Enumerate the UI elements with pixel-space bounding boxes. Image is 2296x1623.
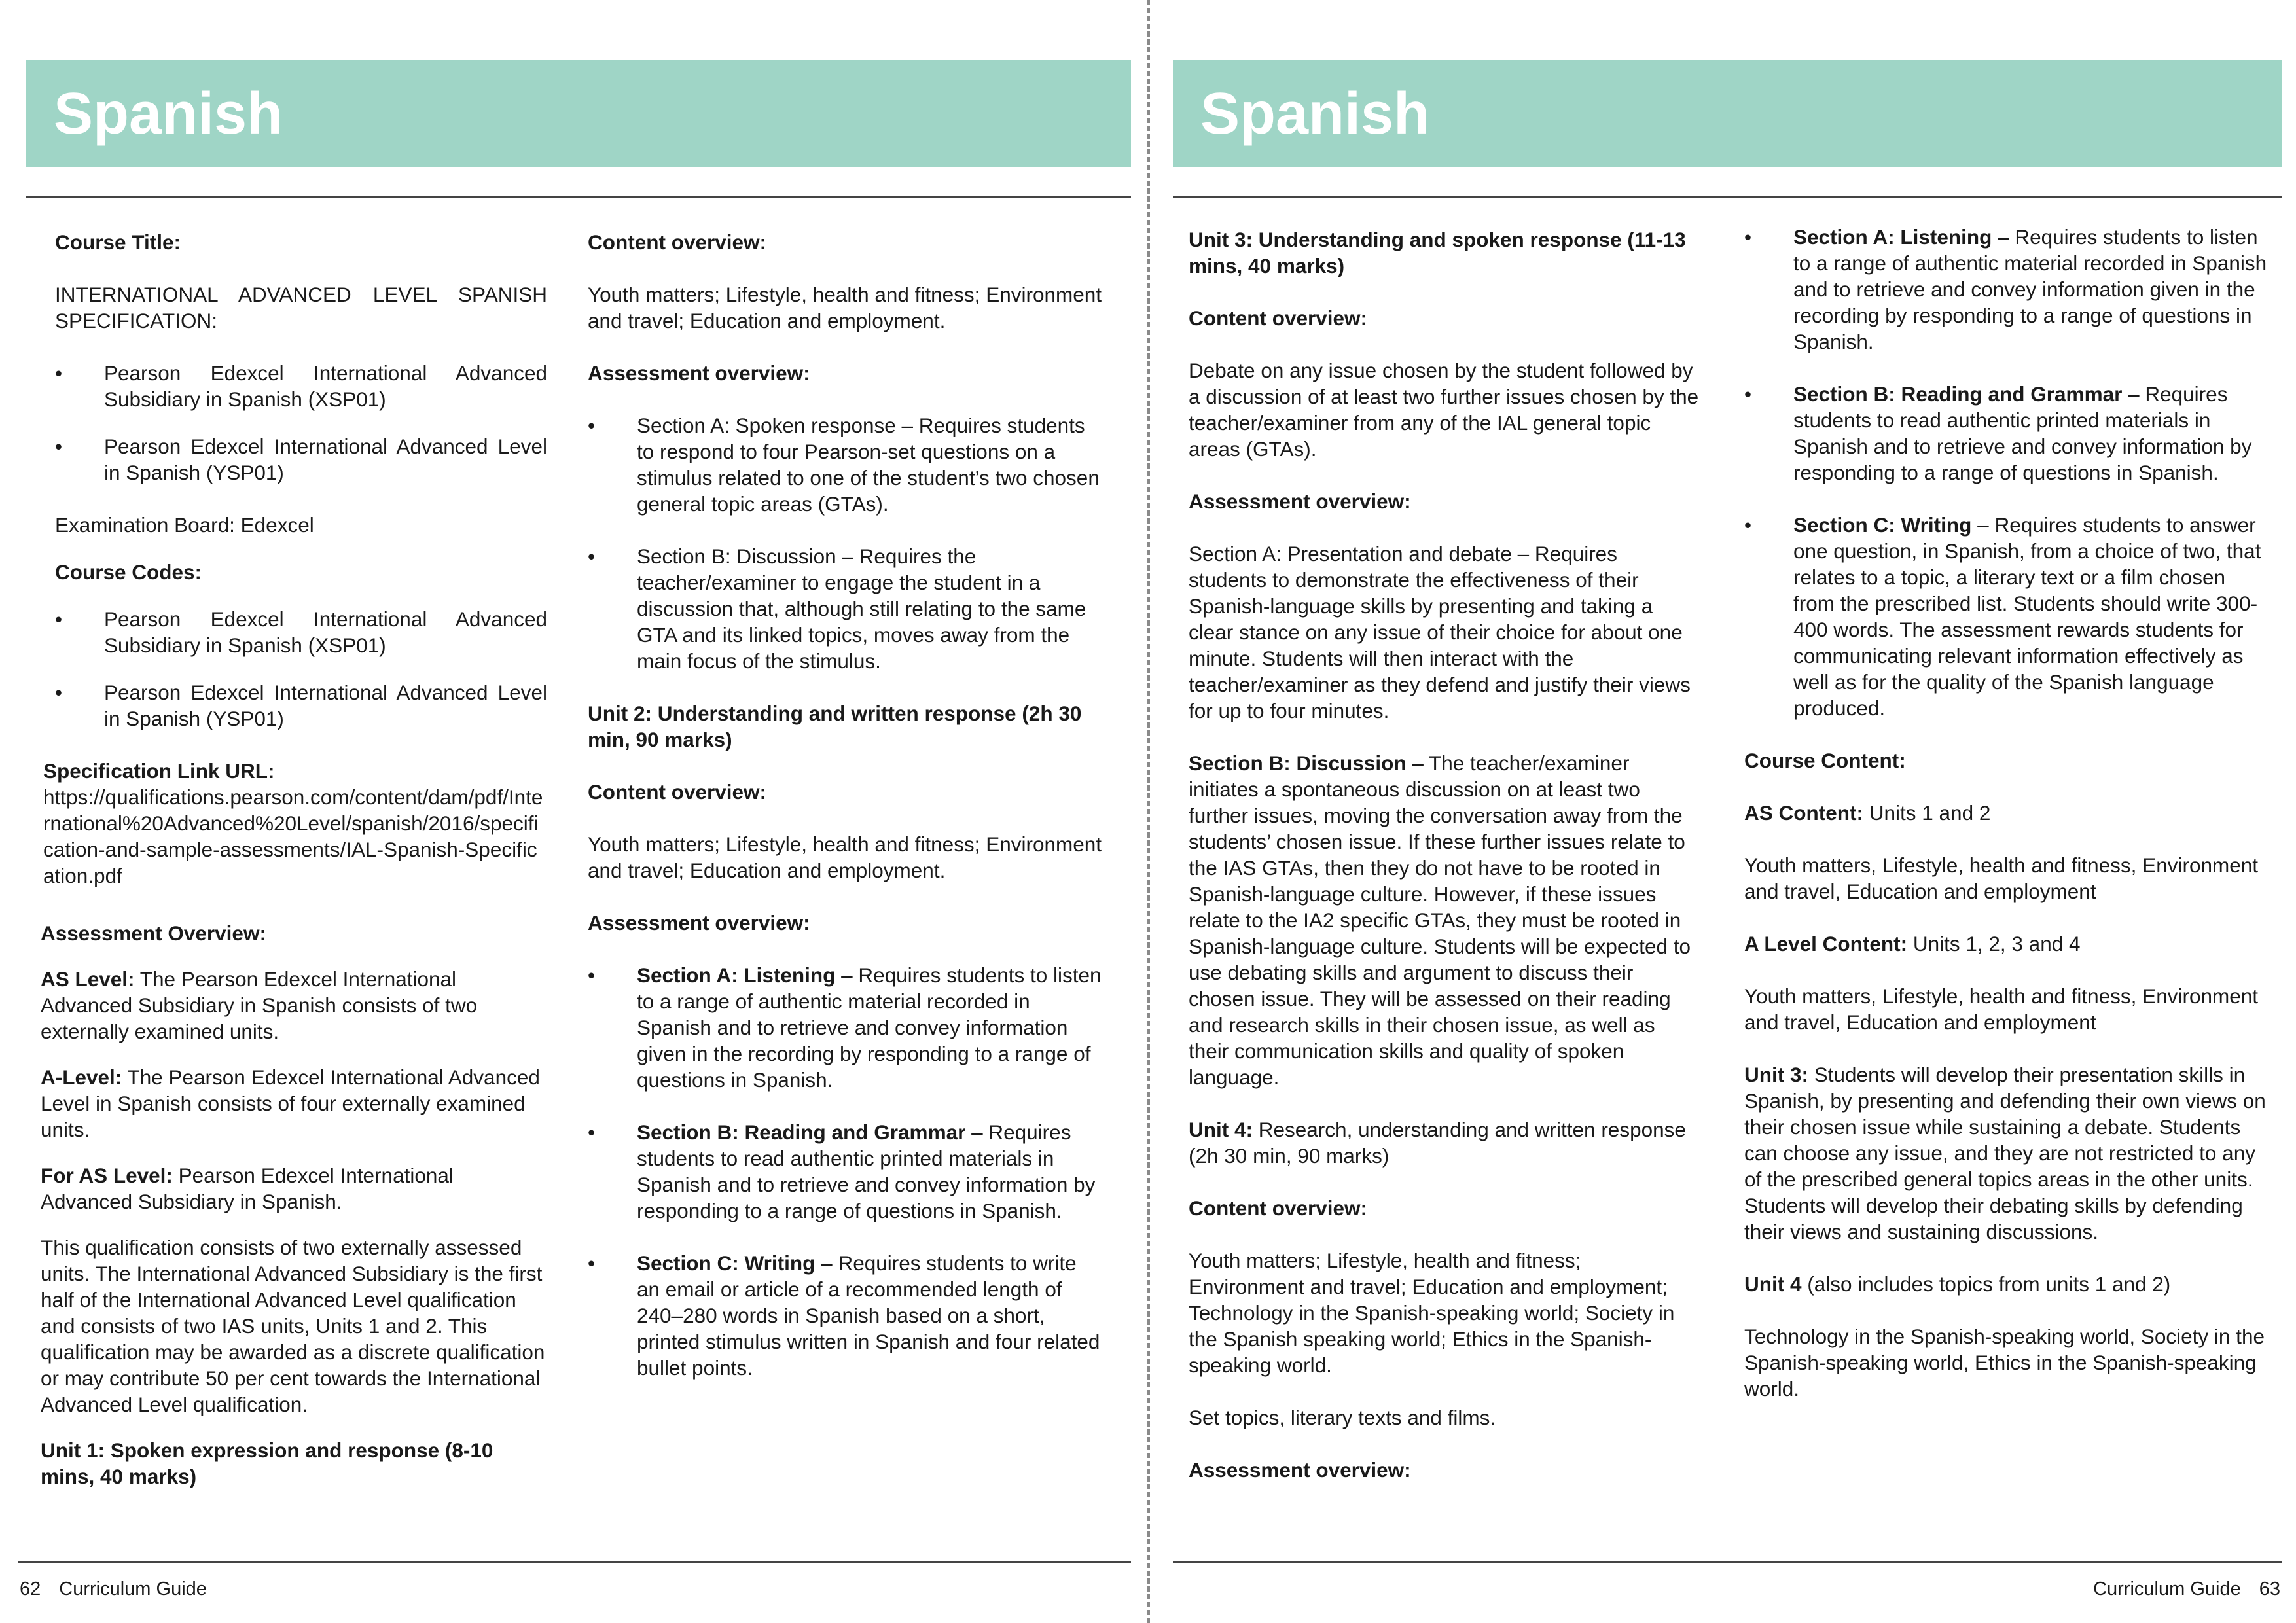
section-banner: [1173, 60, 2282, 167]
content-overview-text: Youth matters; Lifestyle, health and fitness; Environment and travel; Education and employment.: [588, 283, 1102, 332]
assessment-overview-label: Assessment overview:: [588, 911, 810, 935]
banner-title: Spanish: [1200, 81, 1430, 147]
list-item: • Section B: Reading and Grammar – Requires students to read authentic printed materials in Spanish and to retrieve and convey information by responding to a range of questions in Spanish.: [588, 1119, 1105, 1224]
footer-rule: [1173, 1561, 2282, 1563]
content-overview-label: Content overview:: [588, 780, 767, 804]
content-overview-label: Content overview:: [588, 230, 767, 254]
content-overview-label: Content overview:: [1189, 1196, 1368, 1220]
assessment-overview-label: Assessment overview:: [1189, 1458, 1411, 1482]
course-title-value: INTERNATIONAL ADVANCED LEVEL SPANISH SPECIFICATION:: [55, 283, 547, 332]
footer-label: Curriculum Guide: [2093, 1578, 2241, 1599]
page-number: 63: [2259, 1578, 2280, 1599]
page-footer: [20, 1576, 207, 1602]
list-item: • Section A: Listening – Requires students to listen to a range of authentic material recorded in Spanish and to retrieve and convey information given in the recording by responding to a range of questions in Spanish.: [1744, 224, 2268, 355]
assessment-overview-label: Assessment Overview:: [41, 921, 266, 945]
list-item: • Pearson Edexcel International Advanced Level in Spanish (YSP01): [55, 679, 547, 732]
content-overview-text: Debate on any issue chosen by the student followed by a discussion of at least two further issues chosen by the teacher/examiner from any of the IAL general topic areas (GTAs).: [1189, 359, 1699, 461]
list-item: • Pearson Edexcel International Advanced Subsidiary in Spanish (XSP01): [55, 360, 547, 412]
assessment-overview-label: Assessment overview:: [588, 361, 810, 385]
unit3-heading: Unit 3: Understanding and spoken response (11-13 mins, 40 marks): [1189, 228, 1686, 277]
right-column-1: [1189, 226, 1699, 1509]
header-rule: [1173, 196, 2282, 198]
section-b-paragraph: Section B: Discussion – The teacher/examiner initiates a spontaneous discussion on at least two further issues, moving the conversation away from the students’ chosen issue. If these further issues relate to the IAS GTAs, then they do not have to be rooted in Spanish-language culture. However, if these issues relate to the IA2 specific GTAs, they must be rooted in Spanish-language culture. Students will be expected to use debating skills and argument to discuss their chosen issue. They will be assessed on their reading and research skills in their chosen issue, as well as their communication skills and quality of spoken language.: [1189, 751, 1691, 1089]
footer-rule: [18, 1561, 1131, 1563]
course-codes-list: [55, 606, 547, 732]
unit2-heading: Unit 2: Understanding and written response (2h 30 min, 90 marks): [588, 702, 1082, 751]
footer-label: Curriculum Guide: [59, 1578, 207, 1599]
page-number: 62: [20, 1578, 41, 1599]
page-footer: [2093, 1576, 2280, 1602]
unit3-paragraph: Unit 3: Students will develop their presentation skills in Spanish, by presenting and defending their own views on their chosen issue while sustaining a debate. Students can choose any issue, and they are not restricted to any of the prescribed general topics areas in the other units. Students will develop their debating skills by defending their views and sustaining discussions.: [1744, 1063, 2266, 1243]
header-rule: [26, 196, 1131, 198]
list-item: • Section C: Writing – Requires students to answer one question, in Spanish, from a choice of two, that relates to a topic, a literary text or a film chosen from the prescribed list. Students should write 300-400 words. The assessment rewards students for communicating relevant information effectively as well as for the quality of the Spanish language produced.: [1744, 512, 2268, 721]
list-item: • Section C: Writing – Requires students to write an email or article of a recommended length of 240–280 words in Spanish based on a short, printed stimulus written in Spanish and four related bullet points.: [588, 1250, 1105, 1381]
course-title-label: Course Title:: [55, 230, 181, 254]
unit2-sections: [588, 962, 1105, 1381]
unit4-topics: Technology in the Spanish-speaking world, Society in the Spanish-speaking world, Ethics in the Spanish-speaking world.: [1744, 1325, 2265, 1400]
right-column-2: [1744, 224, 2268, 1428]
as-level-paragraph: AS Level: The Pearson Edexcel International Advanced Subsidiary in Spanish consists of two externally examined units.: [41, 967, 478, 1043]
assessment-overview-label: Assessment overview:: [1189, 490, 1411, 513]
a-level-content-paragraph: A Level Content: Units 1, 2, 3 and 4: [1744, 932, 2081, 955]
as-content-topics: Youth matters, Lifestyle, health and fitness, Environment and travel, Education and employment: [1744, 853, 2259, 903]
course-codes-label: Course Codes:: [55, 560, 202, 584]
unit4-paragraph: Unit 4 (also includes topics from units 1 and 2): [1744, 1272, 2171, 1296]
list-item: • Section B: Reading and Grammar – Requires students to read authentic printed materials in Spanish and to retrieve and convey information by responding to a range of questions in Spanish.: [1744, 381, 2268, 486]
content-overview-text: Youth matters; Lifestyle, health and fitness; Environment and travel; Education and employment; Technology in the Spanish-speaking world; Society in the Spanish speaking world; Ethics in the Spanish-speaking world.: [1189, 1249, 1675, 1377]
a-level-content-topics: Youth matters, Lifestyle, health and fitness, Environment and travel, Education and employment: [1744, 984, 2259, 1034]
left-column-1: [29, 229, 547, 1516]
section-banner: [26, 60, 1131, 167]
unit1-heading: Unit 1: Spoken expression and response (8-10 mins, 40 marks): [41, 1438, 493, 1488]
unit1-sections: [588, 412, 1105, 674]
content-overview-label: Content overview:: [1189, 306, 1368, 330]
page-right: [1148, 0, 2296, 1623]
unit4-paragraph: Unit 4: Research, understanding and written response (2h 30 min, 90 marks): [1189, 1118, 1686, 1168]
list-item: • Pearson Edexcel International Advanced Level in Spanish (YSP01): [55, 433, 547, 486]
list-item: • Section A: Spoken response – Requires students to respond to four Pearson-set questions on a stimulus related to one of the student’s two chosen general topic areas (GTAs).: [588, 412, 1105, 517]
set-topics-text: Set topics, literary texts and films.: [1189, 1406, 1496, 1429]
course-title-list: [55, 360, 547, 486]
section-a-paragraph: Section A: Presentation and debate – Requires students to demonstrate the effectiveness of their Spanish-language skills by presenting and taking a clear stance on any issue of their choice for about one minute. Students will then interact with the teacher/examiner as they defend and justify their views for up to four minutes.: [1189, 542, 1691, 722]
course-content-label: Course Content:: [1744, 749, 1906, 772]
left-column-2: [588, 229, 1105, 1407]
banner-title: Spanish: [54, 81, 283, 147]
for-as-level-paragraph: For AS Level: Pearson Edexcel International Advanced Subsidiary in Spanish.: [41, 1164, 454, 1213]
spec-link-label: Specification Link URL:: [43, 759, 275, 783]
a-level-paragraph: A-Level: The Pearson Edexcel International Advanced Level in Spanish consists of four externally examined units.: [41, 1065, 540, 1141]
spec-link-url[interactable]: https://qualifications.pearson.com/content/dam/pdf/International%20Advanced%20Level/spanish/2016/specification-and-sample-assessments/IAL-Spanish-Specification.pdf: [43, 785, 543, 887]
unit4-sections: [1744, 224, 2268, 721]
qualification-paragraph: This qualification consists of two externally assessed units. The International Advanced Subsidiary is the first half of the International Advanced Level qualification and consists of two IAS units, Units 1 and 2. This qualification may be awarded as a discrete qualification or may contribute 50 per cent towards the International Advanced Level qualification.: [41, 1236, 545, 1416]
content-overview-text: Youth matters; Lifestyle, health and fitness; Environment and travel; Education and employment.: [588, 832, 1102, 882]
list-item: • Section A: Listening – Requires students to listen to a range of authentic material recorded in Spanish and to retrieve and convey information given in the recording by responding to a range of questions in Spanish.: [588, 962, 1105, 1093]
as-content-paragraph: AS Content: Units 1 and 2: [1744, 801, 1991, 825]
list-item: • Pearson Edexcel International Advanced Subsidiary in Spanish (XSP01): [55, 606, 547, 658]
exam-board: Examination Board: Edexcel: [55, 513, 314, 537]
list-item: • Section B: Discussion – Requires the teacher/examiner to engage the student in a discussion that, although still relating to the same GTA and its linked topics, moves away from the main focus of the stimulus.: [588, 543, 1105, 674]
